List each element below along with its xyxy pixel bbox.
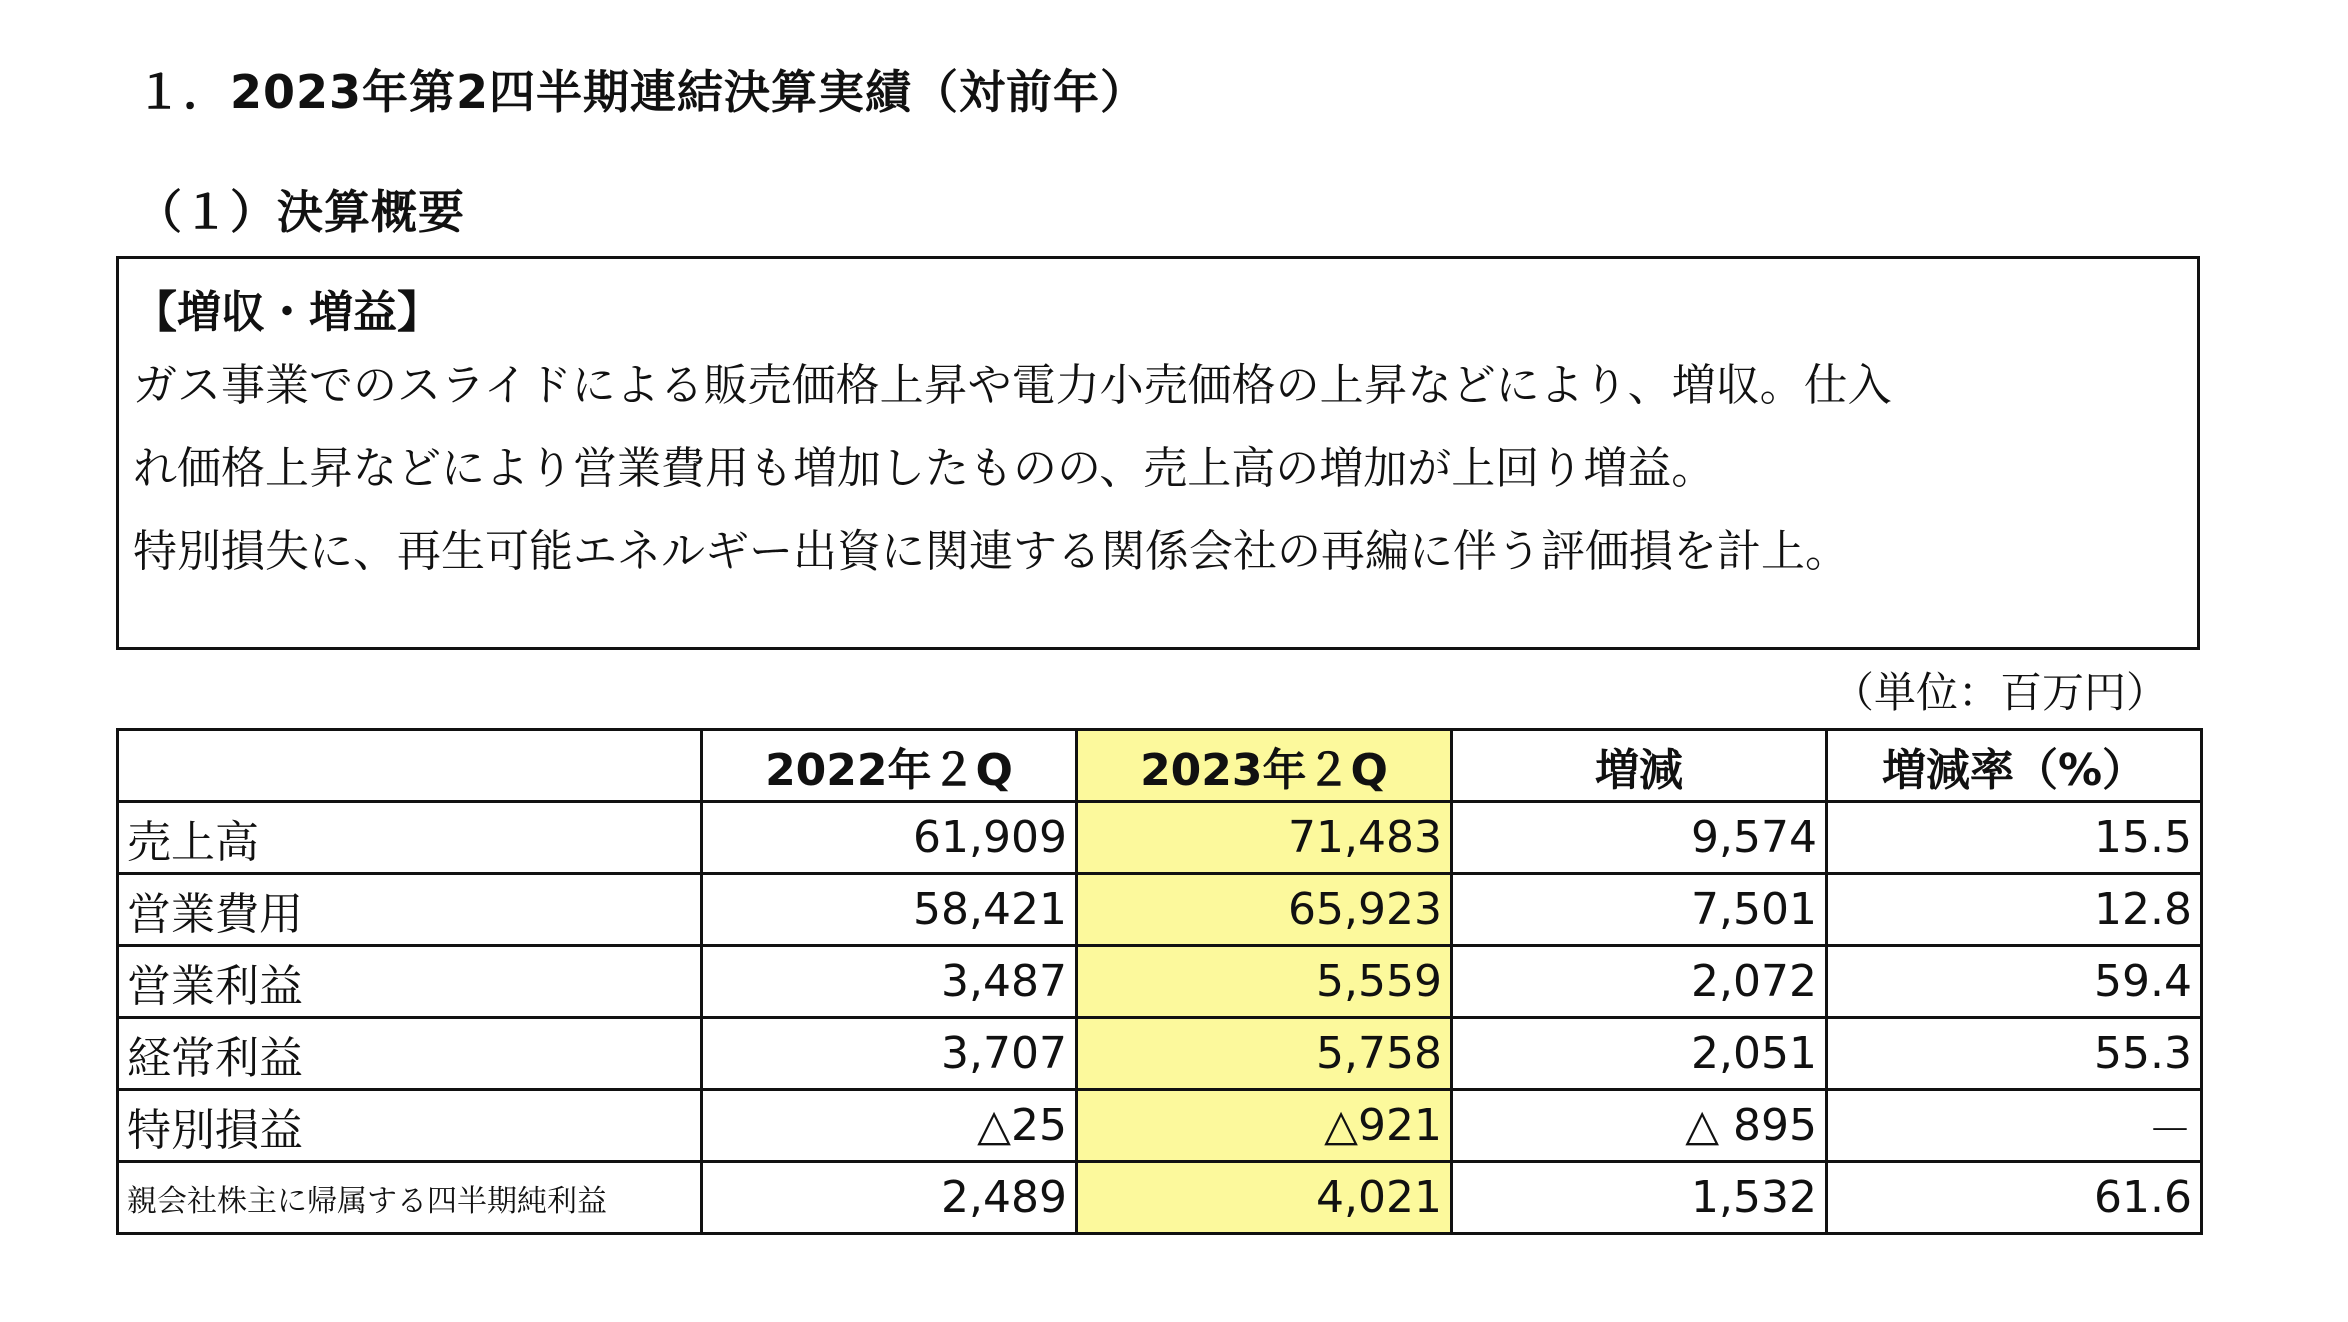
table-row <box>118 802 2202 874</box>
cell-change-rate: 55.3 <box>1827 1018 2202 1090</box>
table-row <box>118 874 2202 946</box>
summary-heading: 【増収・増益】 <box>133 287 441 338</box>
header-change: 増減 <box>1452 730 1827 802</box>
row-label: 営業費用 <box>118 874 702 946</box>
row-label: 営業利益 <box>118 946 702 1018</box>
page-title: １．2023年第2四半期連結決算実績（対前年） <box>136 65 1148 119</box>
cell-2023: 5,758 <box>1077 1018 1452 1090</box>
header-2022-2q: 2022年２Q <box>702 730 1077 802</box>
summary-line-1: ガス事業でのスライドによる販売価格上昇や電力小売価格の上昇などにより、増収。仕入 <box>133 359 1892 411</box>
row-label: 特別損益 <box>118 1090 702 1162</box>
table-row <box>118 1090 2202 1162</box>
cell-change-rate: － <box>1827 1090 2202 1162</box>
table-row <box>118 1018 2202 1090</box>
table-row <box>118 946 2202 1018</box>
cell-change: 2,051 <box>1452 1018 1827 1090</box>
cell-2022: 58,421 <box>702 874 1077 946</box>
summary-line-3: 特別損失に、再生可能エネルギー出資に関連する関係会社の再編に伴う評価損を計上。 <box>133 525 1849 577</box>
cell-2022: 2,489 <box>702 1162 1077 1234</box>
results-table <box>116 728 2203 1235</box>
cell-2023: 71,483 <box>1077 802 1452 874</box>
cell-2022: 61,909 <box>702 802 1077 874</box>
row-label: 売上高 <box>118 802 702 874</box>
cell-change: 7,501 <box>1452 874 1827 946</box>
cell-change-rate: 59.4 <box>1827 946 2202 1018</box>
section-title: （１）決算概要 <box>136 185 465 239</box>
summary-line-2: れ価格上昇などにより営業費用も増加したものの、売上高の増加が上回り増益。 <box>133 442 1716 494</box>
header-change-rate: 増減率（%） <box>1827 730 2202 802</box>
row-label: 経常利益 <box>118 1018 702 1090</box>
cell-change-rate: 61.6 <box>1827 1162 2202 1234</box>
table-header-row <box>118 730 2202 802</box>
table-row <box>118 1162 2202 1234</box>
cell-change: 9,574 <box>1452 802 1827 874</box>
row-label: 親会社株主に帰属する四半期純利益 <box>118 1162 702 1234</box>
header-label <box>118 730 702 802</box>
cell-2022: 3,487 <box>702 946 1077 1018</box>
cell-change: 2,072 <box>1452 946 1827 1018</box>
unit-note: （単位：百万円） <box>1831 668 2168 717</box>
cell-2023: 65,923 <box>1077 874 1452 946</box>
cell-2022: △25 <box>702 1090 1077 1162</box>
cell-change: △ 895 <box>1452 1090 1827 1162</box>
header-2023-2q: 2023年２Q <box>1077 730 1452 802</box>
cell-2023: 5,559 <box>1077 946 1452 1018</box>
cell-change-rate: 12.8 <box>1827 874 2202 946</box>
cell-2022: 3,707 <box>702 1018 1077 1090</box>
cell-2023: △921 <box>1077 1090 1452 1162</box>
cell-change: 1,532 <box>1452 1162 1827 1234</box>
cell-change-rate: 15.5 <box>1827 802 2202 874</box>
cell-2023: 4,021 <box>1077 1162 1452 1234</box>
summary-box <box>116 256 2200 650</box>
